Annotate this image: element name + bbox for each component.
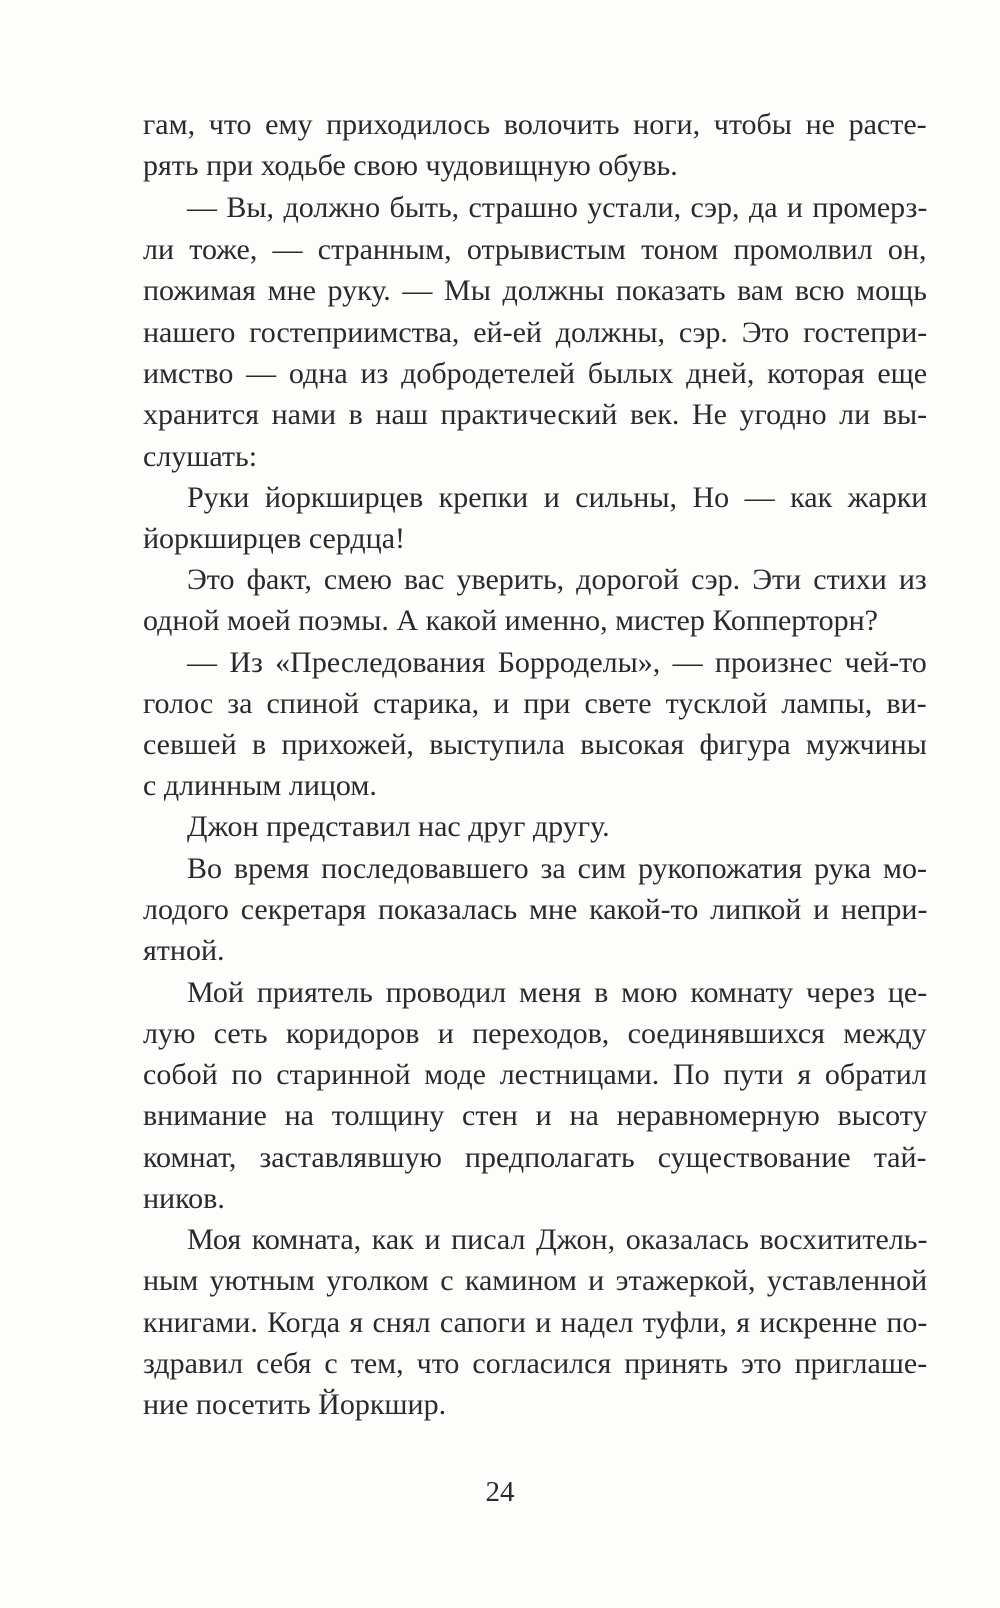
text-line: лодого секретаря показалась мне какой-то липкой и непри- (143, 893, 928, 926)
text-line: голос за спиной старика, и при свете тусклой лампы, ви- (143, 687, 927, 720)
text-line: внимание на толщину стен и на неравномерную высоту (143, 1099, 928, 1132)
text-line: с длинным лицом. (143, 769, 377, 802)
text-line: книгами. Когда я снял сапоги и надел туфли, я искренне по- (143, 1306, 928, 1339)
text-line: Мой приятель проводил меня в мою комнату через це- (187, 976, 928, 1009)
text-line: собой по старинной моде лестницами. По пути я обратил (143, 1058, 927, 1091)
text-line: нашего гостеприимства, ей-ей должны, сэр. Это гостепри- (143, 316, 928, 349)
text-line: Во время последовавшего за сим рукопожатия рука мо- (187, 852, 928, 885)
text-line: ние посетить Йоркшир. (143, 1388, 447, 1421)
text-line: здравил себя с тем, что согласился принять это приглаше- (143, 1347, 928, 1380)
text-line: гам, что ему приходилось волочить ноги, чтобы не расте- (143, 108, 927, 141)
text-line: — Вы, должно быть, страшно устали, сэр, да и промерз- (187, 191, 928, 224)
page-number: 24 (485, 1476, 515, 1508)
text-line: слушать: (143, 440, 258, 473)
text-line: Моя комната, как и писал Джон, оказалась восхититель- (187, 1223, 928, 1256)
text-line: пожимая мне руку. — Мы должны показать вам всю мощь (143, 274, 927, 307)
text-line: хранится нами в наш практический век. Не угодно ли вы- (143, 398, 928, 431)
text-line: Руки йоркширцев крепки и сильны, Но — как жарки (187, 481, 928, 514)
text-line: йоркширцев сердца! (143, 522, 406, 555)
text-line: одной моей поэмы. А какой именно, мистер Копперторн? (143, 604, 878, 637)
text-line: имство — одна из добродетелей былых дней, которая еще (143, 357, 928, 390)
text-line: рять при ходьбе свою чудовищную обувь. (143, 149, 678, 182)
text-line: Джон представил нас друг другу. (187, 810, 610, 843)
text-line: Это факт, смею вас уверить, дорогой сэр. Эти стихи из (187, 563, 927, 596)
text-line: лую сеть коридоров и переходов, соединявшихся между (143, 1017, 927, 1050)
text-line: комнат, заставлявшую предполагать существование тай- (143, 1141, 927, 1174)
text-line: ли тоже, — странным, отрывистым тоном промолвил он, (143, 233, 927, 266)
text-line: — Из «Преследования Борроделы», — произнес чей-то (187, 646, 927, 679)
text-line: ников. (143, 1182, 225, 1215)
text-line: ным уютным уголком с камином и этажеркой, уставленной (143, 1264, 928, 1297)
text-line: ятной. (143, 934, 225, 967)
text-line: севшей в прихожей, выступила высокая фигура мужчины (143, 728, 927, 761)
